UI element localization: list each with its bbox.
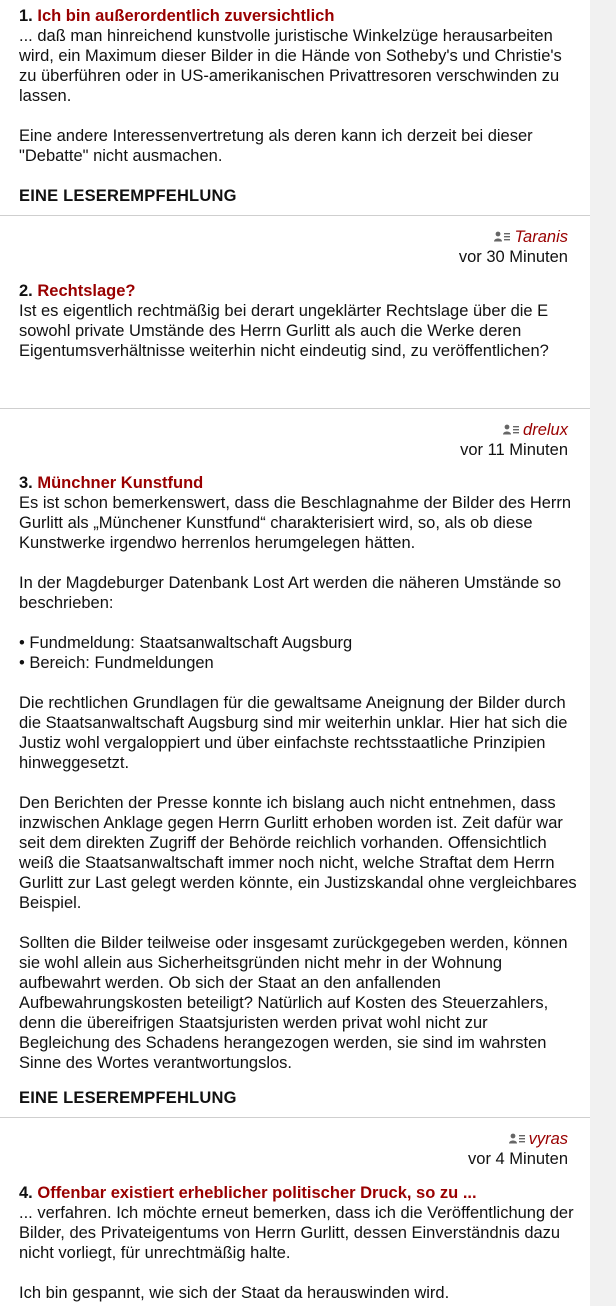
comment-divider — [0, 215, 590, 216]
comment-meta — [468, 1129, 568, 1169]
comment-body — [19, 301, 579, 361]
comment-paragraph: Ich bin gespannt, wie sich der Staat da herauswinden wird. — [19, 1284, 450, 1302]
comment-author[interactable]: vyras — [528, 1130, 568, 1148]
comment-paragraph: In der Magdeburger Datenbank Lost Art werden die näheren Umstände so beschrieben: — [19, 574, 562, 612]
comment-title-link[interactable]: Münchner Kunstfund — [37, 474, 204, 492]
comment-title-link[interactable]: Ich bin außerordentlich zuversichtlich — [37, 7, 335, 25]
comment-paragraph: ... verfahren. Ich möchte erneut bemerken, dass ich die Veröffentlichung der Bilder, des Privateigentums von Herrn Gurlitt, dessen Einverständnis dazu nicht vorliegt, für unrechtmäßig halte. — [19, 1204, 574, 1262]
comment-time: vor 11 Minuten — [460, 441, 568, 459]
comment-author[interactable]: Taranis — [514, 228, 568, 246]
comment-title[interactable] — [19, 473, 579, 493]
comment-paragraph: Ist es eigentlich rechtmäßig bei derart ungeklärter Rechtslage über die E sowohl private Umstände des Herrn Gurlitt als auch die Werke deren Eigentumsverhältnisse weiterhin nicht eindeutig sind, zu veröffentlichen? — [19, 302, 549, 360]
comment-number: 1. — [19, 7, 33, 25]
comment-number: 3. — [19, 474, 33, 492]
comment-title-link[interactable]: Offenbar existiert erheblicher politischer Druck, so zu ... — [37, 1184, 477, 1202]
recommend-link[interactable]: EINE LESEREMPFEHLUNG — [19, 1089, 237, 1107]
user-list-icon — [494, 231, 510, 242]
comment-divider — [0, 408, 590, 409]
comment-body — [19, 26, 579, 166]
comment-title-link[interactable]: Rechtslage? — [37, 282, 136, 300]
comment-title[interactable] — [19, 281, 579, 301]
user-list-icon — [503, 424, 519, 435]
comment-paragraph: Sollten die Bilder teilweise oder insgesamt zurückgegeben werden, können sie wohl allein aus Sicherheitsgründen nicht mehr in der Wohnung aufbewahrt werden. Ob sich der Staat an den anfallenden Aufbewahrungskosten beteiligt? Natürlich auf Kosten des Steuerzahlers, denn die übereifrigen Staatsjuristen werden privat wohl nicht zur Begleichung des Schadens herangezogen werden, sie sind im wahrsten Sinne des Wortes verantwortungslos. — [19, 934, 568, 1072]
comment-paragraph: Den Berichten der Presse konnte ich bislang auch nicht entnehmen, dass inzwischen Anklage gegen Herrn Gurlitt erhoben worden ist. Zeit dafür war seit dem direkten Zugriff der Behörde reichlich vorhanden. Offensichtlich weiß die Staatsanwaltschaft immer noch nicht, welche Straftat dem Herrn Gurlitt zur Last gelegt werden könnte, ein Justizskandal ohne vergleichbares Beispiel. — [19, 794, 577, 912]
comment-number: 4. — [19, 1184, 33, 1202]
comment-paragraph: Die rechtlichen Grundlagen für die gewaltsame Aneignung der Bilder durch die Staatsanwaltschaft Augsburg sind mir weiterhin unklar. Hier hat sich die Justiz wohl vergaloppiert und über einfachste rechtsstaatliche Prinzipien hinweggesetzt. — [19, 694, 568, 772]
comment-time: vor 4 Minuten — [468, 1150, 568, 1168]
comment-meta — [459, 227, 568, 267]
user-list-icon — [509, 1133, 525, 1144]
comment-number: 2. — [19, 282, 33, 300]
comment-title[interactable] — [19, 6, 579, 26]
comment-paragraph: Es ist schon bemerkenswert, dass die Beschlagnahme der Bilder des Herrn Gurlitt als „Münchener Kunstfund“ charakterisiert wird, so, als ob diese Kunstwerke irgendwo herrenlos herumgelegen hätten. — [19, 494, 572, 552]
comment-paragraph: Eine andere Interessenvertretung als deren kann ich derzeit bei dieser "Debatte" nicht ausmachen. — [19, 127, 533, 165]
comment-time: vor 30 Minuten — [458, 248, 568, 266]
comment-body — [19, 1203, 579, 1303]
comment-title[interactable] — [19, 1183, 579, 1203]
comment-meta — [460, 420, 568, 460]
recommend-link[interactable]: EINE LESEREMPFEHLUNG — [19, 187, 237, 205]
comment-body — [19, 493, 579, 1073]
comment-divider — [0, 1117, 590, 1118]
comment-bullet-list: • Fundmeldung: Staatsanwaltschaft Augsburg • Bereich: Fundmeldungen — [19, 634, 353, 672]
comment-paragraph: ... daß man hinreichend kunstvolle juristische Winkelzüge herausarbeiten wird, ein Maximum dieser Bilder in die Hände von Sotheby's und Christie's zu überführen oder in US-amerikanischen Privattresoren verschwinden zu lassen. — [19, 27, 562, 105]
comment-author[interactable]: drelux — [523, 421, 568, 439]
